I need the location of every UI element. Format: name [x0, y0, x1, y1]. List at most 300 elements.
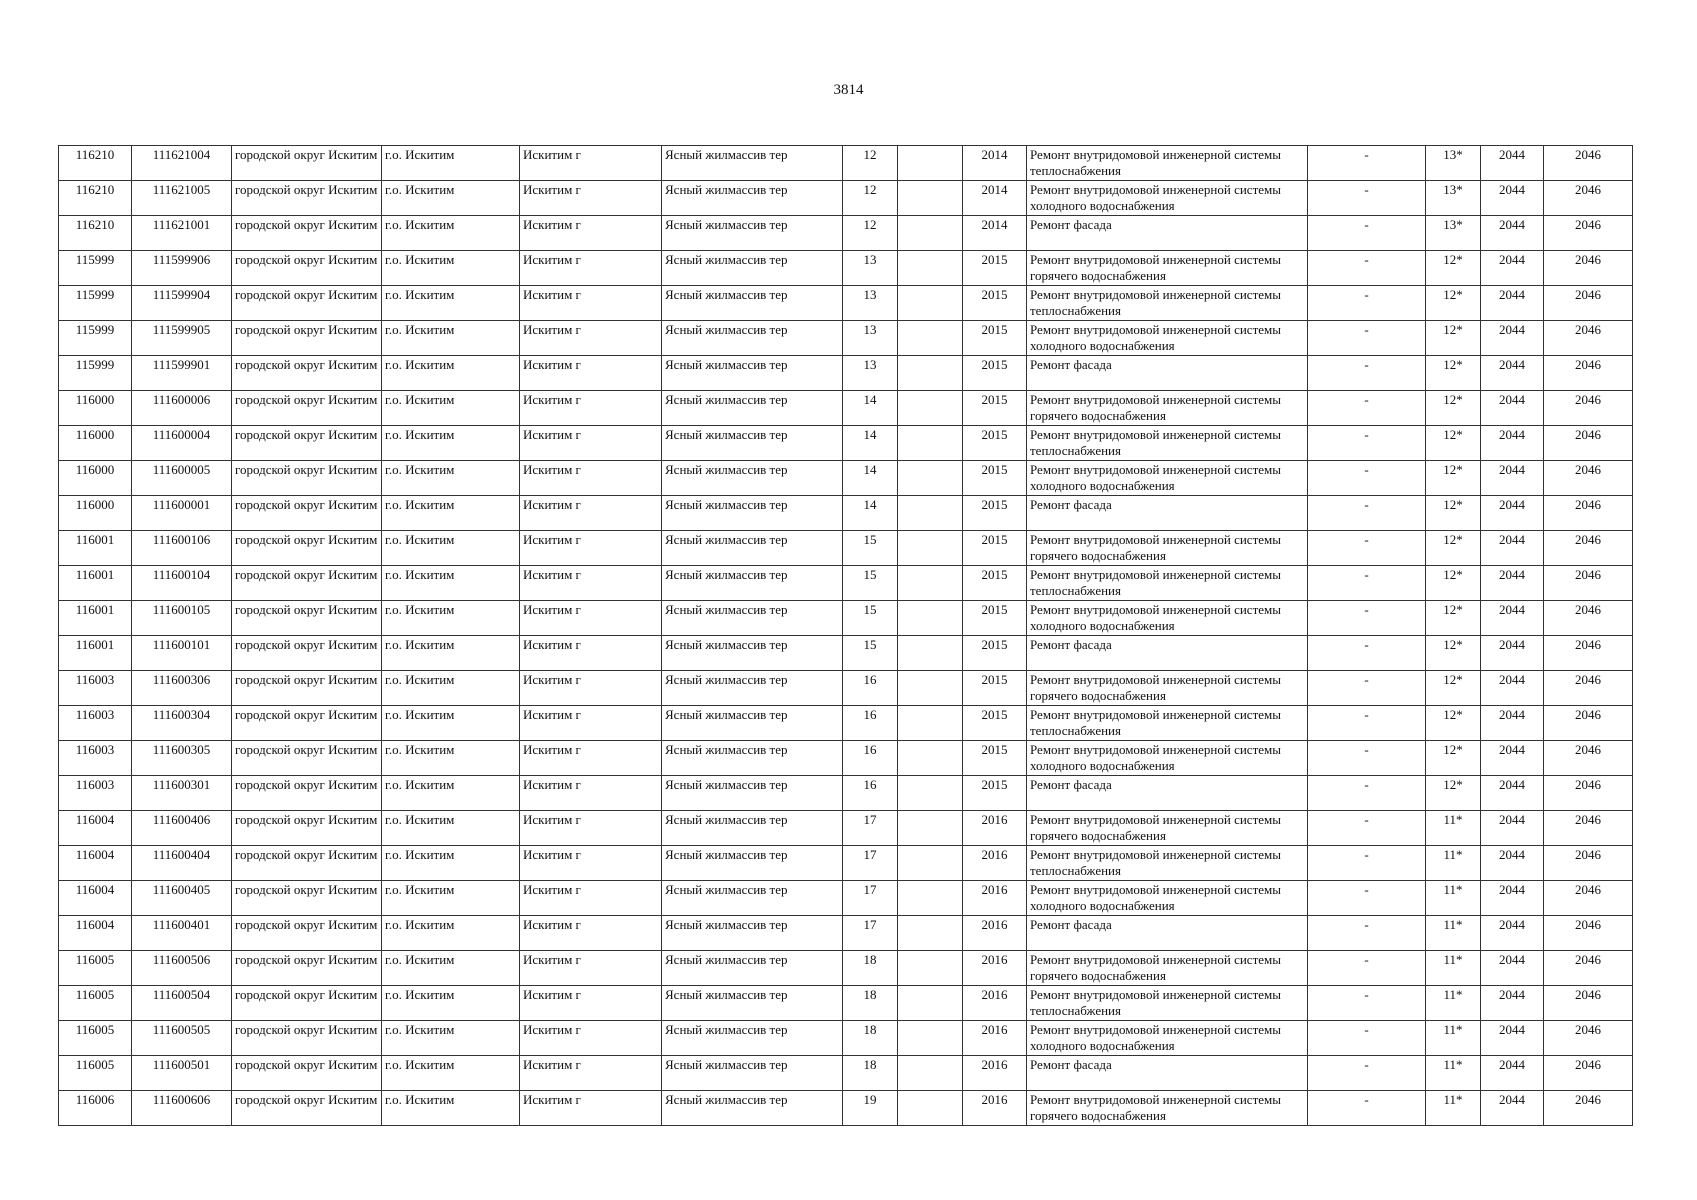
house-number-cell: 18 — [843, 986, 898, 1021]
municipality-cell: г.о. Искитим — [382, 391, 520, 426]
work-id-cell: 111600504 — [132, 986, 232, 1021]
house-number-cell: 13 — [843, 286, 898, 321]
start-year-cell: 2044 — [1481, 881, 1544, 916]
settlement-cell: Искитим г — [520, 286, 662, 321]
house-number-cell: 16 — [843, 706, 898, 741]
table-row — [59, 811, 1633, 846]
house-id-cell: 116001 — [59, 566, 132, 601]
house-number-cell: 14 — [843, 496, 898, 531]
term-cell: 13* — [1426, 181, 1481, 216]
end-year-cell: 2046 — [1544, 216, 1633, 251]
building-cell — [898, 951, 963, 986]
work-type-cell: Ремонт внутридомовой инженерной системы холодного водоснабжения — [1027, 321, 1308, 356]
settlement-cell: Искитим г — [520, 846, 662, 881]
settlement-cell: Искитим г — [520, 1091, 662, 1126]
building-cell — [898, 986, 963, 1021]
end-year-cell: 2046 — [1544, 846, 1633, 881]
street-cell: Ясный жилмассив тер — [662, 1091, 843, 1126]
dash-cell: - — [1308, 811, 1426, 846]
start-year-cell: 2044 — [1481, 706, 1544, 741]
street-cell: Ясный жилмассив тер — [662, 811, 843, 846]
building-cell — [898, 1021, 963, 1056]
table-row — [59, 776, 1633, 811]
work-type-cell: Ремонт внутридомовой инженерной системы теплоснабжения — [1027, 986, 1308, 1021]
capital-repair-table — [58, 145, 1633, 1126]
house-id-cell: 115999 — [59, 321, 132, 356]
table-row — [59, 951, 1633, 986]
term-cell: 11* — [1426, 986, 1481, 1021]
settlement-cell: Искитим г — [520, 146, 662, 181]
house-id-cell: 116003 — [59, 741, 132, 776]
settlement-cell: Искитим г — [520, 916, 662, 951]
municipality-cell: г.о. Искитим — [382, 636, 520, 671]
building-cell — [898, 251, 963, 286]
dash-cell: - — [1308, 531, 1426, 566]
end-year-cell: 2046 — [1544, 706, 1633, 741]
start-year-cell: 2044 — [1481, 846, 1544, 881]
end-year-cell: 2046 — [1544, 1021, 1633, 1056]
building-cell — [898, 391, 963, 426]
street-cell: Ясный жилмассив тер — [662, 671, 843, 706]
work-type-cell: Ремонт внутридомовой инженерной системы холодного водоснабжения — [1027, 601, 1308, 636]
work-id-cell: 111600001 — [132, 496, 232, 531]
dash-cell: - — [1308, 916, 1426, 951]
street-cell: Ясный жилмассив тер — [662, 286, 843, 321]
term-cell: 12* — [1426, 531, 1481, 566]
house-number-cell: 12 — [843, 146, 898, 181]
district-cell: городской округ Искитим — [232, 1056, 382, 1091]
end-year-cell: 2046 — [1544, 1056, 1633, 1091]
start-year-cell: 2044 — [1481, 286, 1544, 321]
end-year-cell: 2046 — [1544, 461, 1633, 496]
work-id-cell: 111599905 — [132, 321, 232, 356]
house-number-cell: 16 — [843, 741, 898, 776]
work-id-cell: 111600606 — [132, 1091, 232, 1126]
year-cell: 2015 — [963, 531, 1027, 566]
work-id-cell: 111600305 — [132, 741, 232, 776]
table-row — [59, 496, 1633, 531]
dash-cell: - — [1308, 496, 1426, 531]
dash-cell: - — [1308, 566, 1426, 601]
page-number: 3814 — [833, 82, 864, 98]
end-year-cell: 2046 — [1544, 566, 1633, 601]
municipality-cell: г.о. Искитим — [382, 426, 520, 461]
municipality-cell: г.о. Искитим — [382, 251, 520, 286]
house-id-cell: 116004 — [59, 811, 132, 846]
year-cell: 2016 — [963, 1056, 1027, 1091]
district-cell: городской округ Искитим — [232, 496, 382, 531]
dash-cell: - — [1308, 391, 1426, 426]
municipality-cell: г.о. Искитим — [382, 181, 520, 216]
work-id-cell: 111599904 — [132, 286, 232, 321]
dash-cell: - — [1308, 181, 1426, 216]
municipality-cell: г.о. Искитим — [382, 776, 520, 811]
work-id-cell: 111600004 — [132, 426, 232, 461]
start-year-cell: 2044 — [1481, 356, 1544, 391]
district-cell: городской округ Искитим — [232, 776, 382, 811]
work-type-cell: Ремонт внутридомовой инженерной системы горячего водоснабжения — [1027, 391, 1308, 426]
settlement-cell: Искитим г — [520, 1021, 662, 1056]
table-row — [59, 916, 1633, 951]
building-cell — [898, 671, 963, 706]
district-cell: городской округ Искитим — [232, 356, 382, 391]
end-year-cell: 2046 — [1544, 251, 1633, 286]
work-id-cell: 111621001 — [132, 216, 232, 251]
term-cell: 11* — [1426, 846, 1481, 881]
house-number-cell: 17 — [843, 846, 898, 881]
building-cell — [898, 881, 963, 916]
house-number-cell: 13 — [843, 356, 898, 391]
table-row — [59, 391, 1633, 426]
district-cell: городской округ Искитим — [232, 391, 382, 426]
end-year-cell: 2046 — [1544, 496, 1633, 531]
term-cell: 12* — [1426, 286, 1481, 321]
start-year-cell: 2044 — [1481, 391, 1544, 426]
work-type-cell: Ремонт внутридомовой инженерной системы горячего водоснабжения — [1027, 531, 1308, 566]
settlement-cell: Искитим г — [520, 741, 662, 776]
work-id-cell: 111600005 — [132, 461, 232, 496]
district-cell: городской округ Искитим — [232, 671, 382, 706]
district-cell: городской округ Искитим — [232, 601, 382, 636]
year-cell: 2015 — [963, 566, 1027, 601]
dash-cell: - — [1308, 321, 1426, 356]
house-number-cell: 14 — [843, 461, 898, 496]
start-year-cell: 2044 — [1481, 671, 1544, 706]
work-id-cell: 111600501 — [132, 1056, 232, 1091]
term-cell: 11* — [1426, 1091, 1481, 1126]
settlement-cell: Искитим г — [520, 461, 662, 496]
work-type-cell: Ремонт внутридомовой инженерной системы теплоснабжения — [1027, 706, 1308, 741]
work-type-cell: Ремонт фасада — [1027, 636, 1308, 671]
settlement-cell: Искитим г — [520, 881, 662, 916]
work-type-cell: Ремонт внутридомовой инженерной системы теплоснабжения — [1027, 566, 1308, 601]
building-cell — [898, 286, 963, 321]
settlement-cell: Искитим г — [520, 216, 662, 251]
table-row — [59, 636, 1633, 671]
settlement-cell: Искитим г — [520, 951, 662, 986]
municipality-cell: г.о. Искитим — [382, 671, 520, 706]
end-year-cell: 2046 — [1544, 286, 1633, 321]
table-row — [59, 601, 1633, 636]
work-type-cell: Ремонт внутридомовой инженерной системы теплоснабжения — [1027, 426, 1308, 461]
street-cell: Ясный жилмассив тер — [662, 566, 843, 601]
work-type-cell: Ремонт внутридомовой инженерной системы горячего водоснабжения — [1027, 1091, 1308, 1126]
work-type-cell: Ремонт внутридомовой инженерной системы горячего водоснабжения — [1027, 811, 1308, 846]
house-id-cell: 115999 — [59, 286, 132, 321]
work-id-cell: 111621004 — [132, 146, 232, 181]
dash-cell: - — [1308, 216, 1426, 251]
street-cell: Ясный жилмассив тер — [662, 391, 843, 426]
work-type-cell: Ремонт внутридомовой инженерной системы холодного водоснабжения — [1027, 741, 1308, 776]
building-cell — [898, 706, 963, 741]
table-row — [59, 741, 1633, 776]
term-cell: 12* — [1426, 776, 1481, 811]
work-id-cell: 111600301 — [132, 776, 232, 811]
table-row — [59, 1021, 1633, 1056]
year-cell: 2015 — [963, 776, 1027, 811]
year-cell: 2015 — [963, 461, 1027, 496]
term-cell: 12* — [1426, 496, 1481, 531]
settlement-cell: Искитим г — [520, 776, 662, 811]
work-id-cell: 111600306 — [132, 671, 232, 706]
term-cell: 12* — [1426, 601, 1481, 636]
street-cell: Ясный жилмассив тер — [662, 426, 843, 461]
work-type-cell: Ремонт внутридомовой инженерной системы холодного водоснабжения — [1027, 881, 1308, 916]
dash-cell: - — [1308, 636, 1426, 671]
house-number-cell: 12 — [843, 216, 898, 251]
building-cell — [898, 531, 963, 566]
dash-cell: - — [1308, 986, 1426, 1021]
start-year-cell: 2044 — [1481, 1056, 1544, 1091]
work-id-cell: 111600401 — [132, 916, 232, 951]
work-type-cell: Ремонт внутридомовой инженерной системы теплоснабжения — [1027, 846, 1308, 881]
end-year-cell: 2046 — [1544, 811, 1633, 846]
street-cell: Ясный жилмассив тер — [662, 216, 843, 251]
district-cell: городской округ Искитим — [232, 566, 382, 601]
municipality-cell: г.о. Искитим — [382, 1091, 520, 1126]
start-year-cell: 2044 — [1481, 811, 1544, 846]
dash-cell: - — [1308, 251, 1426, 286]
year-cell: 2014 — [963, 216, 1027, 251]
district-cell: городской округ Искитим — [232, 216, 382, 251]
dash-cell: - — [1308, 776, 1426, 811]
dash-cell: - — [1308, 881, 1426, 916]
house-number-cell: 17 — [843, 881, 898, 916]
street-cell: Ясный жилмассив тер — [662, 531, 843, 566]
start-year-cell: 2044 — [1481, 601, 1544, 636]
work-id-cell: 111600106 — [132, 531, 232, 566]
building-cell — [898, 566, 963, 601]
street-cell: Ясный жилмассив тер — [662, 1056, 843, 1091]
settlement-cell: Искитим г — [520, 391, 662, 426]
house-id-cell: 116003 — [59, 776, 132, 811]
end-year-cell: 2046 — [1544, 426, 1633, 461]
district-cell: городской округ Искитим — [232, 461, 382, 496]
municipality-cell: г.о. Искитим — [382, 881, 520, 916]
dash-cell: - — [1308, 601, 1426, 636]
house-id-cell: 116004 — [59, 916, 132, 951]
year-cell: 2014 — [963, 181, 1027, 216]
term-cell: 12* — [1426, 461, 1481, 496]
term-cell: 11* — [1426, 951, 1481, 986]
table-row — [59, 461, 1633, 496]
house-id-cell: 116000 — [59, 426, 132, 461]
work-type-cell: Ремонт внутридомовой инженерной системы горячего водоснабжения — [1027, 671, 1308, 706]
end-year-cell: 2046 — [1544, 601, 1633, 636]
house-number-cell: 16 — [843, 671, 898, 706]
municipality-cell: г.о. Искитим — [382, 321, 520, 356]
house-id-cell: 116005 — [59, 986, 132, 1021]
street-cell: Ясный жилмассив тер — [662, 181, 843, 216]
street-cell: Ясный жилмассив тер — [662, 706, 843, 741]
year-cell: 2015 — [963, 391, 1027, 426]
house-number-cell: 17 — [843, 916, 898, 951]
table-row — [59, 1091, 1633, 1126]
year-cell: 2015 — [963, 356, 1027, 391]
work-id-cell: 111600505 — [132, 1021, 232, 1056]
work-type-cell: Ремонт внутридомовой инженерной системы теплоснабжения — [1027, 146, 1308, 181]
building-cell — [898, 461, 963, 496]
district-cell: городской округ Искитим — [232, 951, 382, 986]
term-cell: 12* — [1426, 566, 1481, 601]
house-number-cell: 14 — [843, 426, 898, 461]
end-year-cell: 2046 — [1544, 181, 1633, 216]
municipality-cell: г.о. Искитим — [382, 531, 520, 566]
dash-cell: - — [1308, 461, 1426, 496]
building-cell — [898, 356, 963, 391]
start-year-cell: 2044 — [1481, 181, 1544, 216]
settlement-cell: Искитим г — [520, 426, 662, 461]
street-cell: Ясный жилмассив тер — [662, 846, 843, 881]
work-id-cell: 111600006 — [132, 391, 232, 426]
house-id-cell: 116005 — [59, 1021, 132, 1056]
start-year-cell: 2044 — [1481, 251, 1544, 286]
district-cell: городской округ Искитим — [232, 1021, 382, 1056]
building-cell — [898, 601, 963, 636]
term-cell: 12* — [1426, 741, 1481, 776]
dash-cell: - — [1308, 426, 1426, 461]
building-cell — [898, 181, 963, 216]
term-cell: 13* — [1426, 216, 1481, 251]
work-type-cell: Ремонт фасада — [1027, 916, 1308, 951]
start-year-cell: 2044 — [1481, 741, 1544, 776]
street-cell: Ясный жилмассив тер — [662, 951, 843, 986]
house-id-cell: 116210 — [59, 216, 132, 251]
building-cell — [898, 741, 963, 776]
building-cell — [898, 216, 963, 251]
house-number-cell: 16 — [843, 776, 898, 811]
table-row — [59, 356, 1633, 391]
building-cell — [898, 1091, 963, 1126]
table-row — [59, 671, 1633, 706]
start-year-cell: 2044 — [1481, 461, 1544, 496]
municipality-cell: г.о. Искитим — [382, 811, 520, 846]
year-cell: 2014 — [963, 146, 1027, 181]
year-cell: 2016 — [963, 986, 1027, 1021]
year-cell: 2016 — [963, 881, 1027, 916]
end-year-cell: 2046 — [1544, 146, 1633, 181]
year-cell: 2016 — [963, 1091, 1027, 1126]
house-id-cell: 116000 — [59, 496, 132, 531]
start-year-cell: 2044 — [1481, 986, 1544, 1021]
table-row — [59, 216, 1633, 251]
dash-cell: - — [1308, 1091, 1426, 1126]
year-cell: 2015 — [963, 706, 1027, 741]
term-cell: 12* — [1426, 671, 1481, 706]
dash-cell: - — [1308, 846, 1426, 881]
year-cell: 2015 — [963, 426, 1027, 461]
work-type-cell: Ремонт внутридомовой инженерной системы теплоснабжения — [1027, 286, 1308, 321]
municipality-cell: г.о. Искитим — [382, 986, 520, 1021]
district-cell: городской округ Искитим — [232, 286, 382, 321]
house-id-cell: 116000 — [59, 391, 132, 426]
term-cell: 11* — [1426, 1056, 1481, 1091]
house-number-cell: 15 — [843, 601, 898, 636]
table-body — [59, 146, 1633, 1126]
work-id-cell: 111600406 — [132, 811, 232, 846]
work-type-cell: Ремонт внутридомовой инженерной системы холодного водоснабжения — [1027, 181, 1308, 216]
street-cell: Ясный жилмассив тер — [662, 251, 843, 286]
start-year-cell: 2044 — [1481, 1021, 1544, 1056]
table-row — [59, 846, 1633, 881]
dash-cell: - — [1308, 951, 1426, 986]
start-year-cell: 2044 — [1481, 426, 1544, 461]
table-row — [59, 181, 1633, 216]
dash-cell: - — [1308, 706, 1426, 741]
street-cell: Ясный жилмассив тер — [662, 916, 843, 951]
house-number-cell: 15 — [843, 636, 898, 671]
work-id-cell: 111599906 — [132, 251, 232, 286]
table-row — [59, 881, 1633, 916]
building-cell — [898, 776, 963, 811]
house-id-cell: 116001 — [59, 601, 132, 636]
end-year-cell: 2046 — [1544, 741, 1633, 776]
start-year-cell: 2044 — [1481, 636, 1544, 671]
building-cell — [898, 636, 963, 671]
work-type-cell: Ремонт внутридомовой инженерной системы холодного водоснабжения — [1027, 1021, 1308, 1056]
municipality-cell: г.о. Искитим — [382, 601, 520, 636]
street-cell: Ясный жилмассив тер — [662, 776, 843, 811]
start-year-cell: 2044 — [1481, 531, 1544, 566]
work-type-cell: Ремонт фасада — [1027, 356, 1308, 391]
dash-cell: - — [1308, 1056, 1426, 1091]
municipality-cell: г.о. Искитим — [382, 1056, 520, 1091]
municipality-cell: г.о. Искитим — [382, 286, 520, 321]
work-type-cell: Ремонт фасада — [1027, 216, 1308, 251]
term-cell: 11* — [1426, 916, 1481, 951]
table-row — [59, 531, 1633, 566]
street-cell: Ясный жилмассив тер — [662, 461, 843, 496]
year-cell: 2016 — [963, 811, 1027, 846]
year-cell: 2016 — [963, 951, 1027, 986]
start-year-cell: 2044 — [1481, 916, 1544, 951]
end-year-cell: 2046 — [1544, 951, 1633, 986]
year-cell: 2015 — [963, 601, 1027, 636]
term-cell: 12* — [1426, 356, 1481, 391]
work-type-cell: Ремонт внутридомовой инженерной системы холодного водоснабжения — [1027, 461, 1308, 496]
house-number-cell: 15 — [843, 566, 898, 601]
municipality-cell: г.о. Искитим — [382, 846, 520, 881]
street-cell: Ясный жилмассив тер — [662, 321, 843, 356]
work-id-cell: 111600304 — [132, 706, 232, 741]
house-id-cell: 115999 — [59, 251, 132, 286]
district-cell: городской округ Искитим — [232, 706, 382, 741]
year-cell: 2016 — [963, 1021, 1027, 1056]
house-id-cell: 116000 — [59, 461, 132, 496]
term-cell: 11* — [1426, 1021, 1481, 1056]
work-id-cell: 111600404 — [132, 846, 232, 881]
building-cell — [898, 426, 963, 461]
house-id-cell: 116001 — [59, 636, 132, 671]
term-cell: 11* — [1426, 811, 1481, 846]
house-number-cell: 18 — [843, 1021, 898, 1056]
municipality-cell: г.о. Искитим — [382, 356, 520, 391]
year-cell: 2016 — [963, 916, 1027, 951]
street-cell: Ясный жилмассив тер — [662, 881, 843, 916]
house-id-cell: 116210 — [59, 146, 132, 181]
work-id-cell: 111600405 — [132, 881, 232, 916]
house-number-cell: 15 — [843, 531, 898, 566]
end-year-cell: 2046 — [1544, 531, 1633, 566]
house-number-cell: 13 — [843, 251, 898, 286]
end-year-cell: 2046 — [1544, 916, 1633, 951]
year-cell: 2015 — [963, 636, 1027, 671]
end-year-cell: 2046 — [1544, 636, 1633, 671]
year-cell: 2015 — [963, 741, 1027, 776]
settlement-cell: Искитим г — [520, 496, 662, 531]
district-cell: городской округ Искитим — [232, 846, 382, 881]
district-cell: городской округ Искитим — [232, 636, 382, 671]
